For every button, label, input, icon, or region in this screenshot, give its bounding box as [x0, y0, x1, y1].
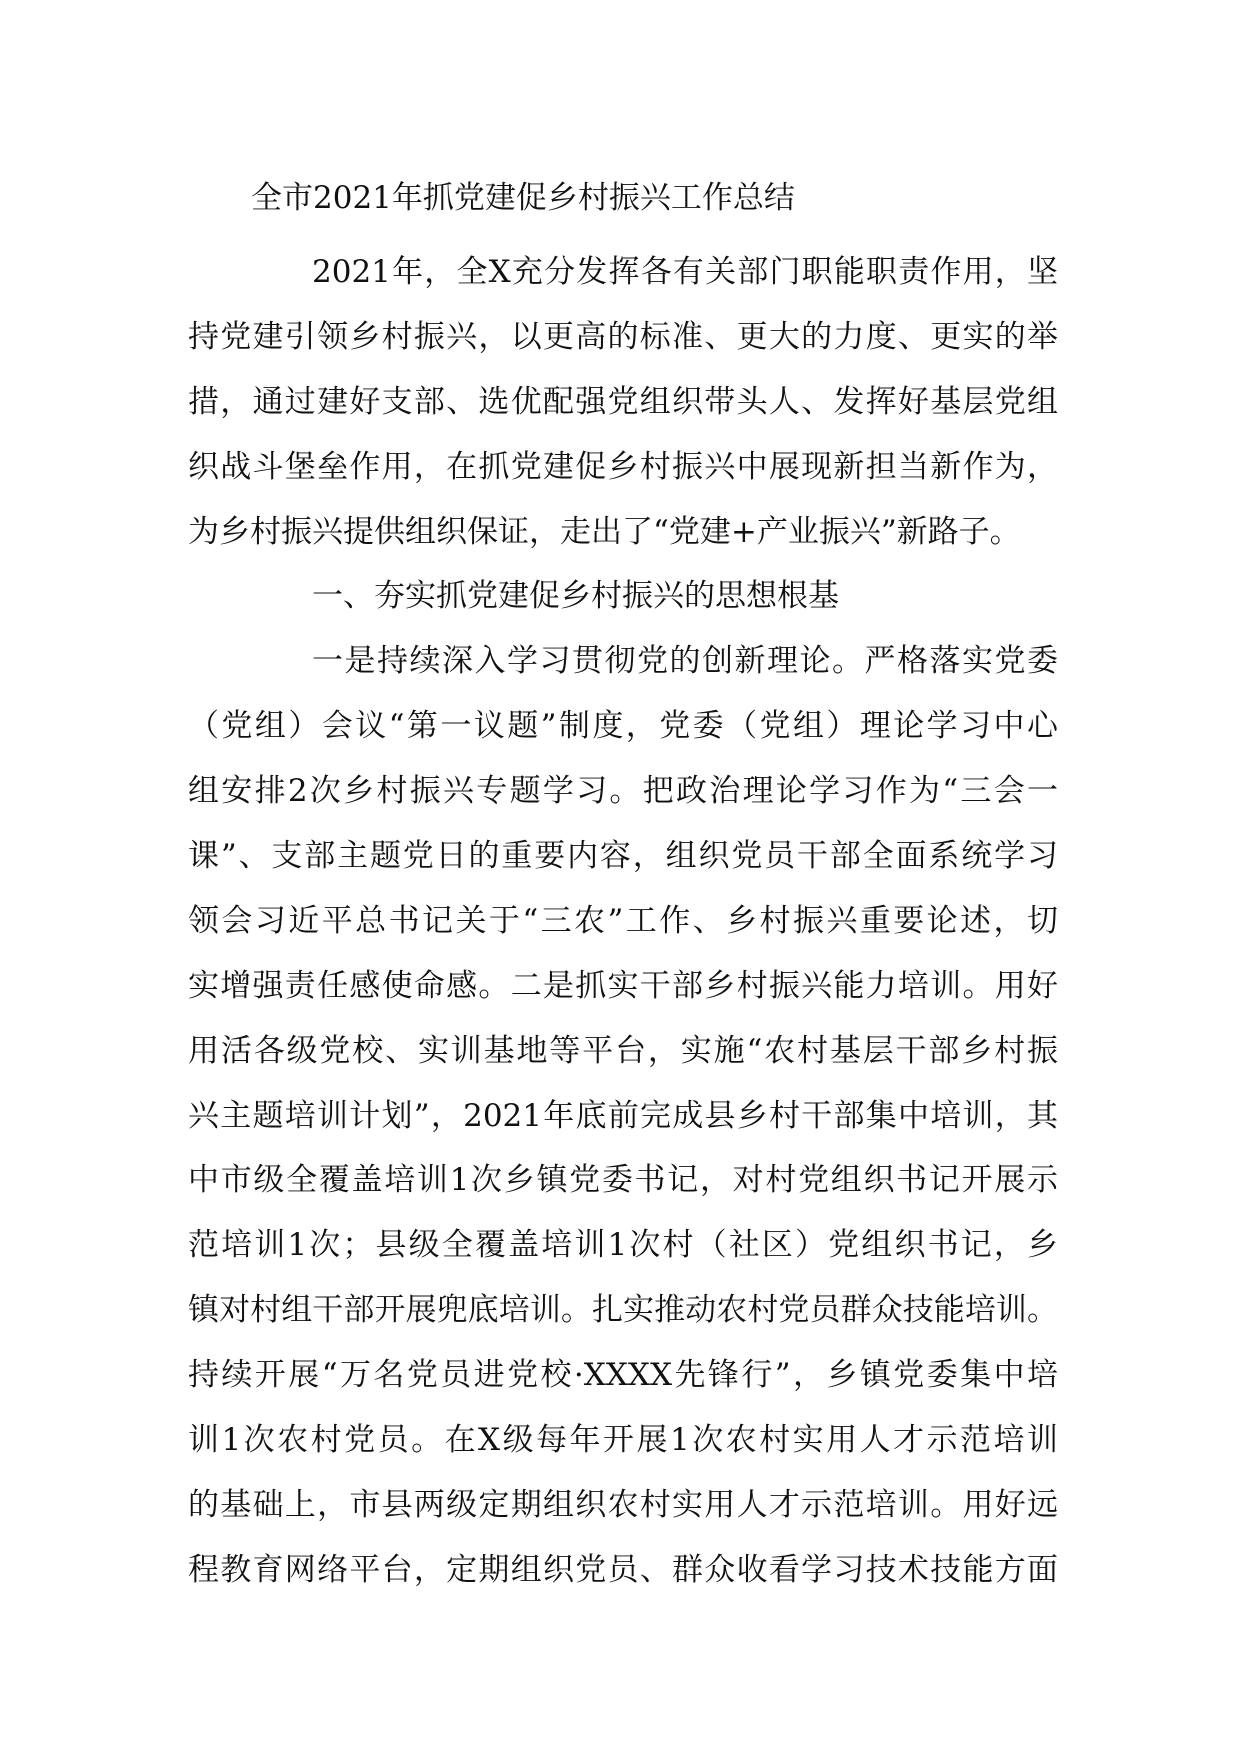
body-line: 持党建引领乡村振兴，以更高的标准、更大的力度、更实的举	[188, 318, 1058, 355]
body-line: 领会习近平总书记关于“三农”工作、乡村振兴重要论述，切	[188, 902, 1058, 939]
body-line: 兴主题培训计划”，2021年底前完成县乡村干部集中培训，其	[188, 1097, 1058, 1134]
body-line: 组安排2次乡村振兴专题学习。把政治理论学习作为“三会一	[188, 773, 1058, 810]
body-line: 措，通过建好支部、选优配强党组织带头人、发挥好基层党组	[188, 383, 1058, 420]
body-line: 织战斗堡垒作用，在抓党建促乡村振兴中展现新担当新作为，	[188, 448, 1058, 485]
document-body	[188, 240, 1058, 1603]
body-line: 范培训1次；县级全覆盖培训1次村（社区）党组织书记，乡	[188, 1227, 1058, 1264]
body-line: 镇对村组干部开展兜底培训。扎实推动农村党员群众技能培训。	[188, 1292, 1058, 1329]
document-title: 全市2021年抓党建促乡村振兴工作总结	[251, 180, 795, 216]
body-line: 为乡村振兴提供组织保证，走出了“党建+产业振兴”新路子。	[188, 513, 1021, 550]
body-line: 持续开展“万名党员进党校·XXXX先锋行”，乡镇党委集中培	[188, 1357, 1058, 1394]
body-line: 的基础上，市县两级定期组织农村实用人才示范培训。用好远	[188, 1486, 1058, 1523]
body-line: 实增强责任感使命感。二是抓实干部乡村振兴能力培训。用好	[188, 967, 1058, 1004]
body-line: 一、夯实抓党建促乡村振兴的思想根基	[312, 578, 839, 615]
body-line: 程教育网络平台，定期组织党员、群众收看学习技术技能方面	[188, 1551, 1058, 1588]
body-line: 训1次农村党员。在X级每年开展1次农村实用人才示范培训	[188, 1422, 1058, 1459]
body-line: 用活各级党校、实训基地等平台，实施“农村基层干部乡村振	[188, 1032, 1058, 1069]
body-line: 2021年，全X充分发挥各有关部门职能职责作用，坚	[312, 254, 1058, 290]
body-line: 课”、支部主题党日的重要内容，组织党员干部全面系统学习	[188, 838, 1058, 875]
body-line: 中市级全覆盖培训1次乡镇党委书记，对村党组织书记开展示	[188, 1162, 1058, 1199]
body-line: （党组）会议“第一议题”制度，党委（党组）理论学习中心	[188, 708, 1058, 745]
body-line: 一是持续深入学习贯彻党的创新理论。严格落实党委	[312, 643, 1058, 680]
